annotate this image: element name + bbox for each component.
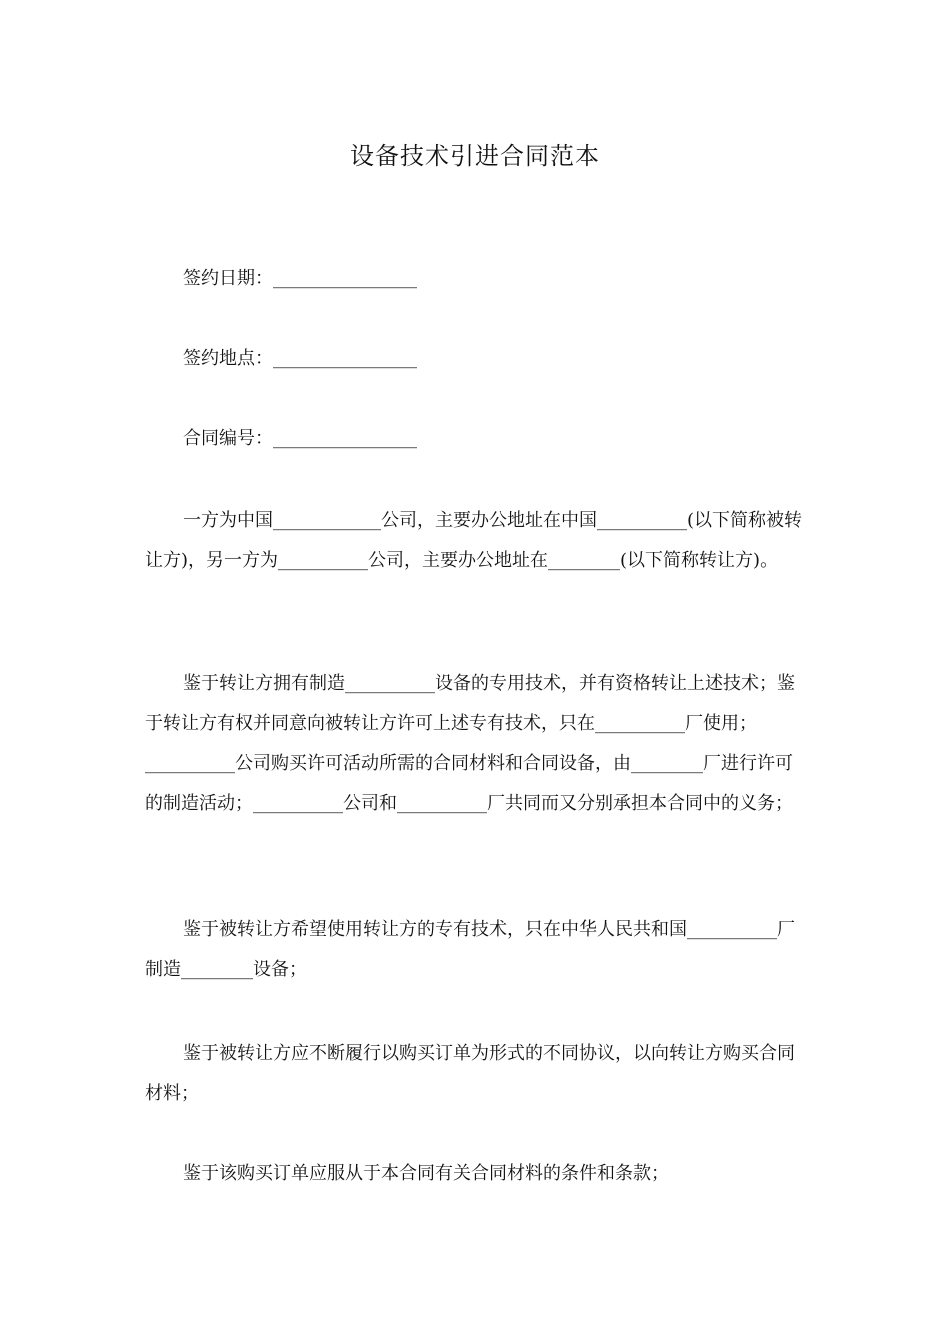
recital-usage-paragraph: 鉴于被转让方希望使用转让方的专有技术，只在中华人民共和国__________厂制造________设备； — [145, 919, 795, 980]
parties-paragraph: 一方为中国____________公司，主要办公地址在中国__________(以下简称被转让方)，另一方为__________公司，主要办公地址在________(以下简称转让方)。 — [145, 510, 803, 571]
recital-terms-paragraph: 鉴于该购买订单应服从于本合同有关合同材料的条件和条款； — [183, 1163, 669, 1184]
recital-technology-paragraph: 鉴于转让方拥有制造__________设备的专用技术，并有资格转让上述技术；鉴于转让方有权并同意向被转让方许可上述专有技术，只在__________厂使用；__________公司购买许可活动所需的合同材料和合同设备，由________厂进行许可的制造活动；__________公司和__________厂共同而又分别承担本合同中的义务； — [145, 673, 795, 814]
recital-purchase-paragraph: 鉴于被转让方应不断履行以购买订单为形式的不同协议，以向转让方购买合同材料； — [145, 1043, 795, 1104]
signing-date-field: 签约日期：________________ — [183, 268, 417, 289]
signing-place-field: 签约地点：________________ — [183, 348, 417, 369]
document-title: 设备技术引进合同范本 — [350, 142, 600, 170]
contract-number-field: 合同编号：________________ — [183, 428, 417, 449]
